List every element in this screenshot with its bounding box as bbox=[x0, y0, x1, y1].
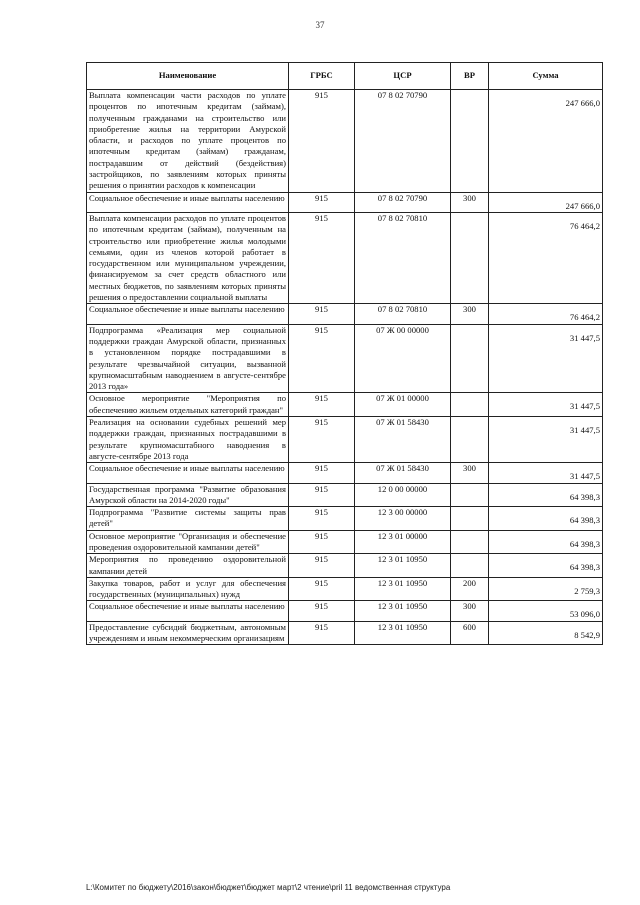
cell-vr bbox=[451, 483, 489, 507]
table-row bbox=[87, 192, 603, 212]
cell-csr: 07 Ж 00 00000 bbox=[355, 324, 451, 393]
cell-csr: 07 8 02 70790 bbox=[355, 192, 451, 212]
table-row bbox=[87, 417, 603, 463]
table-row bbox=[87, 90, 603, 193]
table-row bbox=[87, 483, 603, 507]
cell-grbs: 915 bbox=[289, 393, 355, 417]
cell-vr bbox=[451, 554, 489, 578]
cell-name: Мероприятия по проведению оздоровительной кампании детей bbox=[87, 554, 289, 578]
cell-name: Закупка товаров, работ и услуг для обеспечения государственных (муниципальных) нужд bbox=[87, 577, 289, 601]
cell-csr: 12 3 01 00000 bbox=[355, 530, 451, 554]
table-row bbox=[87, 530, 603, 554]
cell-sum: 31 447,5 bbox=[489, 324, 603, 393]
cell-sum: 76 464,2 bbox=[489, 304, 603, 324]
cell-csr: 12 3 01 10950 bbox=[355, 554, 451, 578]
cell-vr: 300 bbox=[451, 601, 489, 621]
cell-sum: 64 398,3 bbox=[489, 554, 603, 578]
cell-sum: 247 666,0 bbox=[489, 90, 603, 193]
page-number: 37 bbox=[315, 20, 325, 30]
cell-vr: 300 bbox=[451, 192, 489, 212]
cell-grbs: 915 bbox=[289, 507, 355, 531]
header-grbs: ГРБС bbox=[289, 63, 355, 90]
cell-grbs: 915 bbox=[289, 417, 355, 463]
cell-sum: 31 447,5 bbox=[489, 393, 603, 417]
table-row bbox=[87, 554, 603, 578]
cell-grbs: 915 bbox=[289, 212, 355, 303]
cell-name: Подпрограмма «Реализация мер социальной поддержки граждан Амурской области, признанных в установленном порядке пострадавшими в результате чрезвычайной ситуации, вызванной крупномасштабным наводнением в августе-сентябре 2013 года» bbox=[87, 324, 289, 393]
cell-vr: 200 bbox=[451, 577, 489, 601]
cell-vr: 300 bbox=[451, 463, 489, 483]
table-row bbox=[87, 393, 603, 417]
cell-sum: 2 759,3 bbox=[489, 577, 603, 601]
cell-sum: 76 464,2 bbox=[489, 212, 603, 303]
cell-vr: 300 bbox=[451, 304, 489, 324]
table-body bbox=[87, 90, 603, 645]
cell-grbs: 915 bbox=[289, 621, 355, 645]
cell-grbs: 915 bbox=[289, 192, 355, 212]
cell-sum: 64 398,3 bbox=[489, 483, 603, 507]
cell-grbs: 915 bbox=[289, 463, 355, 483]
cell-vr bbox=[451, 90, 489, 193]
cell-csr: 12 3 00 00000 bbox=[355, 507, 451, 531]
table-row bbox=[87, 621, 603, 645]
cell-sum: 8 542,9 bbox=[489, 621, 603, 645]
table-header-row bbox=[87, 63, 603, 90]
cell-name: Предоставление субсидий бюджетным, автономным учреждениям и иным некоммерческим организациям bbox=[87, 621, 289, 645]
cell-grbs: 915 bbox=[289, 601, 355, 621]
cell-name: Выплата компенсации части расходов по уплате процентов по ипотечным кредитам (займам), полученным гражданами на строительство или приобретение жилья на территории Амурской области, и расходов по уплате процентов по ипотечным кредитам (займам) гражданам, пострадавшим от действий (бездействия) застройщиков, по заявлениям которых приняты решения о принятии расходов к компенсации bbox=[87, 90, 289, 193]
cell-sum: 64 398,3 bbox=[489, 530, 603, 554]
cell-name: Подпрограмма "Развитие системы защиты прав детей" bbox=[87, 507, 289, 531]
cell-vr bbox=[451, 507, 489, 531]
footer-file-path: L:\Комитет по бюджету\2016\закон\бюджет\бюджет март\2 чтение\pril 11 ведомственная структура bbox=[86, 883, 451, 892]
cell-sum: 31 447,5 bbox=[489, 417, 603, 463]
table-row bbox=[87, 324, 603, 393]
cell-vr bbox=[451, 393, 489, 417]
cell-name: Выплата компенсации расходов по уплате процентов по ипотечным кредитам (займам), полученным на строительство или приобретение жилья молодыми семьями, один из членов которой работает в государственном или муниципальном учреждении, финансируемом за счет средств областного или местных бюджетов, по заявлениям которых приняты решения о предоставлении социальной выплаты bbox=[87, 212, 289, 303]
budget-table bbox=[86, 62, 603, 645]
cell-sum: 247 666,0 bbox=[489, 192, 603, 212]
table-row bbox=[87, 304, 603, 324]
cell-csr: 07 8 02 70810 bbox=[355, 212, 451, 303]
table-row bbox=[87, 212, 603, 303]
cell-name: Социальное обеспечение и иные выплаты населению bbox=[87, 304, 289, 324]
table-row bbox=[87, 577, 603, 601]
cell-vr bbox=[451, 530, 489, 554]
header-csr: ЦСР bbox=[355, 63, 451, 90]
table-row bbox=[87, 601, 603, 621]
header-vr: ВР bbox=[451, 63, 489, 90]
header-name: Наименование bbox=[87, 63, 289, 90]
cell-grbs: 915 bbox=[289, 90, 355, 193]
cell-grbs: 915 bbox=[289, 483, 355, 507]
cell-vr bbox=[451, 212, 489, 303]
cell-vr bbox=[451, 417, 489, 463]
cell-sum: 53 096,0 bbox=[489, 601, 603, 621]
cell-name: Реализация на основании судебных решений мер поддержки граждан, признанных пострадавшими в результате крупномасштабного наводнения в августе-сентябре 2013 года bbox=[87, 417, 289, 463]
cell-name: Государственная программа "Развитие образования Амурской области на 2014-2020 годы" bbox=[87, 483, 289, 507]
cell-sum: 64 398,3 bbox=[489, 507, 603, 531]
cell-csr: 12 3 01 10950 bbox=[355, 621, 451, 645]
cell-vr bbox=[451, 324, 489, 393]
cell-csr: 12 3 01 10950 bbox=[355, 577, 451, 601]
cell-name: Основное мероприятие "Организация и обеспечение проведения оздоровительной кампании детей" bbox=[87, 530, 289, 554]
cell-name: Основное мероприятие "Мероприятия по обеспечению жильем отдельных категорий граждан" bbox=[87, 393, 289, 417]
cell-grbs: 915 bbox=[289, 530, 355, 554]
cell-csr: 07 8 02 70810 bbox=[355, 304, 451, 324]
table-row bbox=[87, 463, 603, 483]
cell-grbs: 915 bbox=[289, 577, 355, 601]
cell-vr: 600 bbox=[451, 621, 489, 645]
cell-csr: 07 Ж 01 58430 bbox=[355, 417, 451, 463]
header-sum: Сумма bbox=[489, 63, 603, 90]
cell-name: Социальное обеспечение и иные выплаты населению bbox=[87, 601, 289, 621]
cell-csr: 07 Ж 01 00000 bbox=[355, 393, 451, 417]
cell-csr: 07 8 02 70790 bbox=[355, 90, 451, 193]
cell-name: Социальное обеспечение и иные выплаты населению bbox=[87, 192, 289, 212]
table-row bbox=[87, 507, 603, 531]
cell-sum: 31 447,5 bbox=[489, 463, 603, 483]
cell-csr: 12 3 01 10950 bbox=[355, 601, 451, 621]
cell-grbs: 915 bbox=[289, 304, 355, 324]
cell-grbs: 915 bbox=[289, 554, 355, 578]
cell-csr: 07 Ж 01 58430 bbox=[355, 463, 451, 483]
cell-grbs: 915 bbox=[289, 324, 355, 393]
cell-csr: 12 0 00 00000 bbox=[355, 483, 451, 507]
cell-name: Социальное обеспечение и иные выплаты населению bbox=[87, 463, 289, 483]
